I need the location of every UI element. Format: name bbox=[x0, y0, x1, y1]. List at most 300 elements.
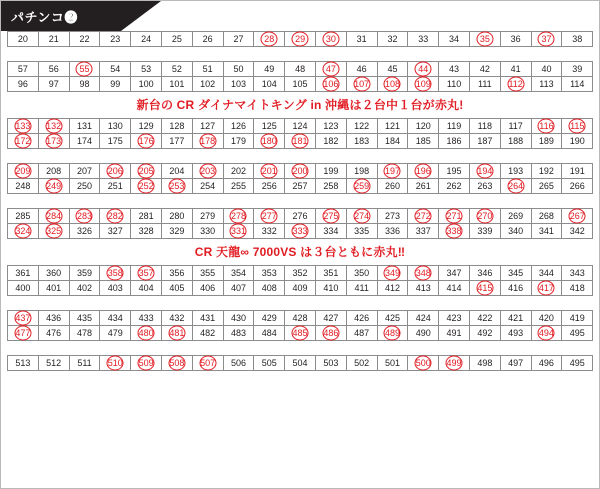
machine-number: 188 bbox=[508, 136, 524, 146]
machine-number: 111 bbox=[478, 79, 492, 89]
machine-cell-marked[interactable] bbox=[38, 223, 70, 239]
machine-cell[interactable] bbox=[346, 163, 378, 179]
machine-cell-marked[interactable] bbox=[469, 31, 501, 47]
machine-cell[interactable] bbox=[346, 325, 378, 341]
machine-cell[interactable] bbox=[377, 31, 409, 47]
machine-cell[interactable] bbox=[561, 31, 593, 47]
machine-cell-marked[interactable] bbox=[284, 163, 316, 179]
machine-cell[interactable] bbox=[130, 61, 162, 77]
machine-cell-marked[interactable] bbox=[99, 355, 131, 371]
machine-cell[interactable] bbox=[7, 265, 39, 281]
machine-cell[interactable] bbox=[500, 310, 532, 326]
machine-cell[interactable] bbox=[99, 310, 131, 326]
machine-cell-marked[interactable] bbox=[346, 208, 378, 224]
machine-cell-marked[interactable] bbox=[284, 133, 316, 149]
machine-cell[interactable] bbox=[38, 355, 70, 371]
machine-cell[interactable] bbox=[407, 118, 439, 134]
machine-cell[interactable] bbox=[469, 76, 501, 92]
machine-cell[interactable] bbox=[7, 208, 39, 224]
machine-cell[interactable] bbox=[161, 265, 193, 281]
machine-cell[interactable] bbox=[223, 61, 255, 77]
machine-cell[interactable] bbox=[253, 280, 285, 296]
machine-number: 360 bbox=[46, 268, 62, 278]
machine-cell-marked[interactable] bbox=[500, 76, 532, 92]
machine-cell-marked[interactable] bbox=[38, 208, 70, 224]
machine-cell-marked[interactable] bbox=[407, 355, 439, 371]
machine-cell-marked[interactable] bbox=[192, 355, 224, 371]
machine-cell[interactable] bbox=[130, 310, 162, 326]
machine-cell[interactable] bbox=[561, 163, 593, 179]
machine-cell[interactable] bbox=[500, 265, 532, 281]
machine-cell[interactable] bbox=[377, 310, 409, 326]
machine-cell[interactable] bbox=[69, 178, 101, 194]
machine-number: 120 bbox=[415, 121, 431, 131]
machine-cell[interactable] bbox=[284, 208, 316, 224]
machine-cell[interactable] bbox=[346, 133, 378, 149]
machine-cell[interactable] bbox=[561, 265, 593, 281]
machine-cell[interactable] bbox=[500, 31, 532, 47]
machine-cell[interactable] bbox=[38, 76, 70, 92]
machine-cell[interactable] bbox=[7, 31, 39, 47]
machine-cell[interactable] bbox=[192, 208, 224, 224]
machine-cell[interactable] bbox=[69, 76, 101, 92]
machine-row bbox=[7, 355, 593, 371]
machine-cell-marked[interactable] bbox=[531, 280, 563, 296]
machine-cell[interactable] bbox=[223, 118, 255, 134]
machine-cell[interactable] bbox=[561, 76, 593, 92]
machine-cell[interactable] bbox=[7, 76, 39, 92]
machine-cell[interactable] bbox=[500, 133, 532, 149]
machine-number: 510 bbox=[107, 358, 123, 368]
machine-cell[interactable] bbox=[346, 280, 378, 296]
machine-number: 268 bbox=[538, 211, 554, 221]
machine-cell[interactable] bbox=[531, 76, 563, 92]
machine-number: 504 bbox=[292, 358, 308, 368]
machine-cell[interactable] bbox=[531, 223, 563, 239]
machine-cell[interactable] bbox=[469, 133, 501, 149]
machine-cell[interactable] bbox=[438, 61, 470, 77]
machine-cell[interactable] bbox=[346, 265, 378, 281]
machine-cell[interactable] bbox=[99, 31, 131, 47]
machine-cell[interactable] bbox=[38, 325, 70, 341]
machine-cell[interactable] bbox=[500, 223, 532, 239]
machine-cell[interactable] bbox=[469, 355, 501, 371]
machine-number: 499 bbox=[446, 358, 462, 368]
machine-cell-marked[interactable] bbox=[315, 325, 347, 341]
machine-cell[interactable] bbox=[315, 265, 347, 281]
machine-cell[interactable] bbox=[407, 133, 439, 149]
machine-cell[interactable] bbox=[469, 325, 501, 341]
machine-cell[interactable] bbox=[377, 118, 409, 134]
machine-cell[interactable] bbox=[7, 355, 39, 371]
machine-cell[interactable] bbox=[469, 223, 501, 239]
machine-cell[interactable] bbox=[531, 133, 563, 149]
machine-number: 264 bbox=[508, 181, 524, 191]
machine-cell[interactable] bbox=[69, 325, 101, 341]
machine-cell-marked[interactable] bbox=[99, 265, 131, 281]
machine-cell[interactable] bbox=[192, 76, 224, 92]
machine-cell[interactable] bbox=[38, 265, 70, 281]
machine-cell[interactable] bbox=[500, 61, 532, 77]
machine-cell[interactable] bbox=[161, 118, 193, 134]
machine-cell-marked[interactable] bbox=[192, 163, 224, 179]
machine-number: 119 bbox=[446, 121, 462, 131]
machine-cell[interactable] bbox=[130, 31, 162, 47]
machine-cell[interactable] bbox=[130, 76, 162, 92]
machine-cell[interactable] bbox=[253, 61, 285, 77]
machine-cell-marked[interactable] bbox=[223, 208, 255, 224]
machine-cell[interactable] bbox=[192, 31, 224, 47]
machine-number: 335 bbox=[354, 226, 370, 236]
machine-cell[interactable] bbox=[284, 118, 316, 134]
machine-number: 187 bbox=[477, 136, 493, 146]
machine-cell[interactable] bbox=[38, 163, 70, 179]
machine-cell-marked[interactable] bbox=[253, 208, 285, 224]
machine-cell-marked[interactable] bbox=[7, 310, 39, 326]
machine-cell-marked[interactable] bbox=[223, 223, 255, 239]
machine-cell-marked[interactable] bbox=[315, 208, 347, 224]
machine-cell-marked[interactable] bbox=[130, 163, 162, 179]
machine-cell[interactable] bbox=[284, 355, 316, 371]
machine-cell[interactable] bbox=[315, 355, 347, 371]
machine-cell[interactable] bbox=[284, 265, 316, 281]
machine-cell[interactable] bbox=[253, 265, 285, 281]
machine-cell[interactable] bbox=[438, 163, 470, 179]
machine-cell[interactable] bbox=[192, 223, 224, 239]
machine-cell-marked[interactable] bbox=[407, 163, 439, 179]
machine-cell-marked[interactable] bbox=[69, 61, 101, 77]
machine-cell[interactable] bbox=[253, 223, 285, 239]
machine-cell-marked[interactable] bbox=[407, 265, 439, 281]
machine-cell[interactable] bbox=[161, 31, 193, 47]
machine-cell-marked[interactable] bbox=[438, 355, 470, 371]
machine-cell-marked[interactable] bbox=[130, 178, 162, 194]
machine-cell[interactable] bbox=[161, 208, 193, 224]
machine-cell[interactable] bbox=[99, 223, 131, 239]
machine-cell[interactable] bbox=[438, 310, 470, 326]
machine-cell[interactable] bbox=[377, 355, 409, 371]
machine-cell-marked[interactable] bbox=[130, 325, 162, 341]
machine-cell-marked[interactable] bbox=[407, 61, 439, 77]
machine-cell-marked[interactable] bbox=[130, 265, 162, 281]
machine-number: 22 bbox=[79, 34, 90, 44]
machine-cell[interactable] bbox=[346, 31, 378, 47]
machine-cell-marked[interactable] bbox=[7, 118, 39, 134]
machine-number: 495 bbox=[569, 328, 585, 338]
machine-cell[interactable] bbox=[69, 280, 101, 296]
machine-cell[interactable] bbox=[500, 280, 532, 296]
machine-cell-marked[interactable] bbox=[7, 133, 39, 149]
machine-cell[interactable] bbox=[438, 76, 470, 92]
machine-cell[interactable] bbox=[192, 265, 224, 281]
machine-cell[interactable] bbox=[69, 223, 101, 239]
machine-cell-marked[interactable] bbox=[284, 223, 316, 239]
machine-cell[interactable] bbox=[531, 208, 563, 224]
machine-cell[interactable] bbox=[192, 325, 224, 341]
machine-number: 199 bbox=[323, 166, 339, 176]
machine-cell[interactable] bbox=[377, 178, 409, 194]
machine-cell[interactable] bbox=[130, 118, 162, 134]
machine-cell-marked[interactable] bbox=[99, 163, 131, 179]
machine-cell-marked[interactable] bbox=[407, 208, 439, 224]
machine-cell[interactable] bbox=[69, 355, 101, 371]
machine-number: 194 bbox=[477, 166, 493, 176]
machine-cell[interactable] bbox=[561, 325, 593, 341]
machine-cell[interactable] bbox=[407, 223, 439, 239]
machine-cell[interactable] bbox=[223, 325, 255, 341]
machine-cell[interactable] bbox=[7, 280, 39, 296]
machine-cell[interactable] bbox=[161, 310, 193, 326]
machine-cell[interactable] bbox=[253, 118, 285, 134]
machine-cell-marked[interactable] bbox=[315, 61, 347, 77]
machine-cell[interactable] bbox=[99, 280, 131, 296]
machine-number: 270 bbox=[477, 211, 493, 221]
machine-cell[interactable] bbox=[99, 61, 131, 77]
machine-cell[interactable] bbox=[377, 280, 409, 296]
annotation-caption: CR 天龍∞ 7000VS は３台ともに赤丸‼ bbox=[194, 245, 406, 259]
machine-cell[interactable] bbox=[377, 208, 409, 224]
machine-cell-marked[interactable] bbox=[38, 118, 70, 134]
machine-cell[interactable] bbox=[407, 325, 439, 341]
machine-cell[interactable] bbox=[38, 280, 70, 296]
machine-cell[interactable] bbox=[284, 61, 316, 77]
machine-cell[interactable] bbox=[438, 280, 470, 296]
machine-cell-marked[interactable] bbox=[7, 325, 39, 341]
machine-cell-marked[interactable] bbox=[69, 208, 101, 224]
machine-cell[interactable] bbox=[315, 178, 347, 194]
machine-cell[interactable] bbox=[253, 355, 285, 371]
machine-cell[interactable] bbox=[315, 310, 347, 326]
machine-cell[interactable] bbox=[438, 133, 470, 149]
machine-cell-marked[interactable] bbox=[253, 133, 285, 149]
machine-cell[interactable] bbox=[284, 280, 316, 296]
machine-cell-marked[interactable] bbox=[561, 118, 593, 134]
machine-cell[interactable] bbox=[223, 163, 255, 179]
machine-cell-marked[interactable] bbox=[284, 31, 316, 47]
machine-cell[interactable] bbox=[38, 31, 70, 47]
machine-cell[interactable] bbox=[130, 208, 162, 224]
machine-cell-marked[interactable] bbox=[284, 325, 316, 341]
machine-cell[interactable] bbox=[438, 31, 470, 47]
machine-cell[interactable] bbox=[469, 265, 501, 281]
machine-cell[interactable] bbox=[407, 280, 439, 296]
machine-cell[interactable] bbox=[161, 163, 193, 179]
machine-cell[interactable] bbox=[130, 280, 162, 296]
machine-cell[interactable] bbox=[69, 163, 101, 179]
machine-cell[interactable] bbox=[407, 310, 439, 326]
machine-cell[interactable] bbox=[377, 61, 409, 77]
machine-cell[interactable] bbox=[315, 118, 347, 134]
machine-cell[interactable] bbox=[469, 61, 501, 77]
machine-number: 412 bbox=[384, 283, 400, 293]
machine-cell[interactable] bbox=[561, 280, 593, 296]
machine-cell[interactable] bbox=[253, 76, 285, 92]
machine-cell[interactable] bbox=[531, 61, 563, 77]
machine-number: 433 bbox=[138, 313, 154, 323]
machine-cell-marked[interactable] bbox=[346, 178, 378, 194]
machine-cell[interactable] bbox=[500, 355, 532, 371]
block-4 bbox=[1, 163, 599, 194]
machine-cell[interactable] bbox=[161, 223, 193, 239]
machine-cell-marked[interactable] bbox=[253, 31, 285, 47]
machine-cell[interactable] bbox=[500, 163, 532, 179]
machine-cell[interactable] bbox=[69, 265, 101, 281]
machine-cell[interactable] bbox=[99, 118, 131, 134]
machine-cell[interactable] bbox=[531, 310, 563, 326]
machine-cell[interactable] bbox=[192, 178, 224, 194]
machine-number: 482 bbox=[200, 328, 216, 338]
machine-cell[interactable] bbox=[284, 178, 316, 194]
machine-cell[interactable] bbox=[346, 310, 378, 326]
machine-cell[interactable] bbox=[192, 118, 224, 134]
machine-number: 54 bbox=[110, 64, 121, 74]
machine-cell-marked[interactable] bbox=[407, 76, 439, 92]
machine-cell[interactable] bbox=[69, 31, 101, 47]
machine-cell[interactable] bbox=[69, 310, 101, 326]
machine-cell[interactable] bbox=[561, 178, 593, 194]
machine-cell[interactable] bbox=[407, 31, 439, 47]
machine-cell[interactable] bbox=[223, 310, 255, 326]
machine-cell-marked[interactable] bbox=[438, 208, 470, 224]
machine-cell[interactable] bbox=[315, 280, 347, 296]
machine-cell[interactable] bbox=[315, 133, 347, 149]
machine-cell[interactable] bbox=[223, 265, 255, 281]
machine-cell[interactable] bbox=[223, 133, 255, 149]
machine-cell-marked[interactable] bbox=[192, 133, 224, 149]
machine-cell[interactable] bbox=[223, 31, 255, 47]
machine-cell[interactable] bbox=[161, 280, 193, 296]
machine-cell-marked[interactable] bbox=[161, 178, 193, 194]
machine-cell-marked[interactable] bbox=[253, 163, 285, 179]
machine-cell[interactable] bbox=[315, 163, 347, 179]
machine-cell[interactable] bbox=[561, 355, 593, 371]
machine-cell[interactable] bbox=[99, 76, 131, 92]
machine-cell[interactable] bbox=[161, 76, 193, 92]
machine-cell[interactable] bbox=[438, 178, 470, 194]
machine-cell[interactable] bbox=[531, 265, 563, 281]
machine-cell[interactable] bbox=[346, 118, 378, 134]
machine-cell[interactable] bbox=[438, 325, 470, 341]
machine-cell[interactable] bbox=[38, 310, 70, 326]
machine-cell[interactable] bbox=[223, 178, 255, 194]
machine-number: 98 bbox=[79, 79, 90, 89]
machine-cell[interactable] bbox=[223, 355, 255, 371]
machine-number: 248 bbox=[15, 181, 31, 191]
machine-cell[interactable] bbox=[69, 118, 101, 134]
machine-cell[interactable] bbox=[161, 61, 193, 77]
machine-cell-marked[interactable] bbox=[561, 208, 593, 224]
machine-cell[interactable] bbox=[561, 133, 593, 149]
machine-cell[interactable] bbox=[377, 223, 409, 239]
machine-cell[interactable] bbox=[500, 208, 532, 224]
machine-number: 249 bbox=[46, 181, 62, 191]
machine-cell[interactable] bbox=[284, 76, 316, 92]
machine-cell[interactable] bbox=[192, 310, 224, 326]
machine-cell-marked[interactable] bbox=[377, 325, 409, 341]
machine-number: 351 bbox=[323, 268, 339, 278]
machine-cell-marked[interactable] bbox=[377, 76, 409, 92]
machine-cell[interactable] bbox=[7, 61, 39, 77]
machine-cell-marked[interactable] bbox=[531, 325, 563, 341]
machine-cell[interactable] bbox=[469, 310, 501, 326]
machine-number: 419 bbox=[569, 313, 585, 323]
machine-cell-marked[interactable] bbox=[161, 325, 193, 341]
machine-cell-marked[interactable] bbox=[7, 163, 39, 179]
machine-cell[interactable] bbox=[346, 355, 378, 371]
machine-cell-marked[interactable] bbox=[130, 355, 162, 371]
machine-cell[interactable] bbox=[346, 223, 378, 239]
machine-cell-marked[interactable] bbox=[315, 31, 347, 47]
machine-cell[interactable] bbox=[38, 61, 70, 77]
machine-cell-marked[interactable] bbox=[377, 163, 409, 179]
machine-cell[interactable] bbox=[99, 325, 131, 341]
machine-cell-marked[interactable] bbox=[438, 223, 470, 239]
machine-cell[interactable] bbox=[531, 178, 563, 194]
machine-cell[interactable] bbox=[531, 355, 563, 371]
machine-cell-marked[interactable] bbox=[99, 208, 131, 224]
machine-cell[interactable] bbox=[407, 178, 439, 194]
machine-number: 253 bbox=[169, 181, 185, 191]
machine-cell-marked[interactable] bbox=[7, 223, 39, 239]
machine-number: 434 bbox=[107, 313, 123, 323]
machine-cell[interactable] bbox=[500, 118, 532, 134]
machine-cell[interactable] bbox=[438, 265, 470, 281]
machine-cell[interactable] bbox=[469, 178, 501, 194]
machine-cell[interactable] bbox=[223, 280, 255, 296]
machine-cell-marked[interactable] bbox=[469, 208, 501, 224]
machine-cell[interactable] bbox=[438, 118, 470, 134]
machine-cell[interactable] bbox=[130, 223, 162, 239]
machine-cell[interactable] bbox=[99, 178, 131, 194]
machine-cell[interactable] bbox=[192, 280, 224, 296]
machine-cell-marked[interactable] bbox=[130, 133, 162, 149]
machine-cell-marked[interactable] bbox=[377, 265, 409, 281]
machine-cell-marked[interactable] bbox=[469, 280, 501, 296]
machine-cell[interactable] bbox=[561, 310, 593, 326]
machine-cell[interactable] bbox=[99, 133, 131, 149]
machine-cell[interactable] bbox=[500, 325, 532, 341]
machine-cell[interactable] bbox=[223, 76, 255, 92]
machine-cell[interactable] bbox=[561, 223, 593, 239]
machine-cell[interactable] bbox=[253, 325, 285, 341]
machine-cell[interactable] bbox=[161, 133, 193, 149]
machine-cell-marked[interactable] bbox=[161, 355, 193, 371]
machine-cell[interactable] bbox=[346, 61, 378, 77]
machine-cell[interactable] bbox=[315, 223, 347, 239]
machine-cell[interactable] bbox=[377, 133, 409, 149]
machine-cell[interactable] bbox=[561, 61, 593, 77]
machine-cell-marked[interactable] bbox=[500, 178, 532, 194]
machine-cell-marked[interactable] bbox=[531, 118, 563, 134]
machine-number: 505 bbox=[261, 358, 277, 368]
machine-cell-marked[interactable] bbox=[38, 178, 70, 194]
machine-cell[interactable] bbox=[253, 178, 285, 194]
machine-number: 43 bbox=[449, 64, 460, 74]
machine-cell[interactable] bbox=[531, 163, 563, 179]
machine-cell-marked[interactable] bbox=[315, 76, 347, 92]
machine-cell[interactable] bbox=[69, 133, 101, 149]
machine-cell[interactable] bbox=[7, 178, 39, 194]
machine-cell-marked[interactable] bbox=[38, 133, 70, 149]
machine-cell[interactable] bbox=[284, 310, 316, 326]
machine-cell[interactable] bbox=[192, 61, 224, 77]
machine-cell-marked[interactable] bbox=[346, 76, 378, 92]
machine-cell-marked[interactable] bbox=[469, 163, 501, 179]
machine-cell-marked[interactable] bbox=[531, 31, 563, 47]
machine-number: 332 bbox=[261, 226, 277, 236]
machine-cell[interactable] bbox=[469, 118, 501, 134]
machine-cell[interactable] bbox=[253, 310, 285, 326]
